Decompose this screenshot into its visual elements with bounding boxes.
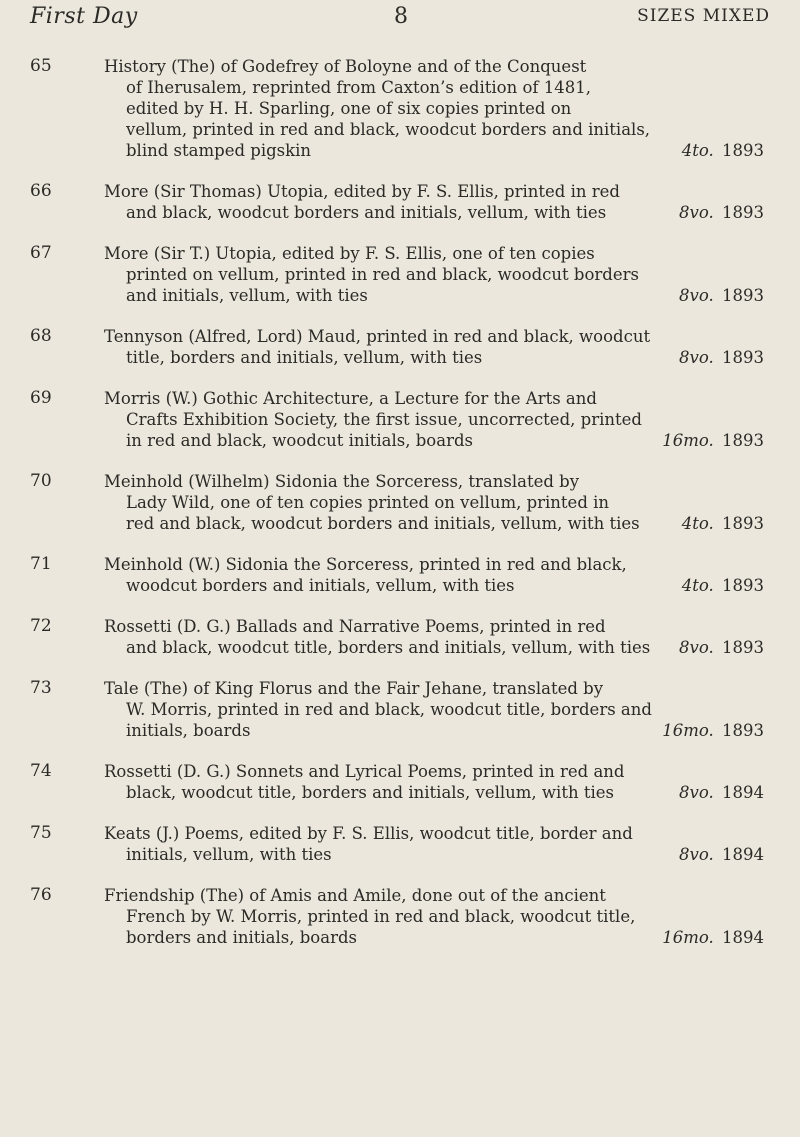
description-line: of Iherusalem, reprinted from Caxton’s edition of 1481, — [126, 78, 591, 97]
description-line: and initials, vellum, with ties — [126, 286, 368, 305]
format-and-year — [669, 202, 764, 223]
description-line: Tale (The) of King Florus and the Fair Jehane, translated by — [104, 679, 604, 698]
description-line-last — [104, 202, 764, 223]
lot-number: 66 — [30, 181, 52, 201]
sale-day-label: First Day — [30, 4, 138, 29]
format-and-year — [672, 575, 764, 596]
lot-number: 75 — [30, 823, 52, 843]
book-format: 4to. — [681, 514, 714, 533]
lot-description — [104, 616, 764, 658]
description-line: History (The) of Godefrey of Boloyne and of the Conquest — [104, 57, 587, 76]
book-format: 8vo. — [679, 783, 714, 802]
lot-number: 76 — [30, 885, 52, 905]
lot-description — [104, 761, 764, 803]
format-and-year — [669, 347, 764, 368]
description-line-last — [104, 430, 764, 451]
description-line: and black, woodcut borders and initials, vellum, with ties — [126, 203, 607, 222]
catalogue-entry — [0, 678, 800, 741]
publication-year: 1893 — [722, 141, 764, 160]
description-line: edited by H. H. Sparling, one of six copies printed on — [126, 99, 572, 118]
lot-number: 69 — [30, 388, 52, 408]
description-line: initials, vellum, with ties — [126, 845, 332, 864]
format-and-year — [672, 513, 764, 534]
book-format: 8vo. — [679, 203, 714, 222]
description-line: Rossetti (D. G.) Ballads and Narrative Poems, printed in red — [104, 617, 606, 636]
description-line-last — [104, 782, 764, 803]
description-line-last — [104, 513, 764, 534]
catalogue-entry — [0, 823, 800, 865]
book-format: 8vo. — [679, 286, 714, 305]
lot-number: 72 — [30, 616, 52, 636]
catalogue-entry — [0, 326, 800, 368]
lot-description — [104, 678, 764, 741]
book-format: 16mo. — [662, 928, 714, 947]
lot-number: 68 — [30, 326, 52, 346]
book-format: 16mo. — [662, 431, 714, 450]
description-line: More (Sir T.) Utopia, edited by F. S. Ellis, one of ten copies — [104, 244, 595, 263]
book-format: 4to. — [681, 141, 714, 160]
lot-number: 74 — [30, 761, 52, 781]
catalogue-entry — [0, 885, 800, 948]
description-line: Rossetti (D. G.) Sonnets and Lyrical Poems, printed in red and — [104, 762, 625, 781]
lot-number: 73 — [30, 678, 52, 698]
description-line-last — [104, 637, 764, 658]
description-line: vellum, printed in red and black, woodcut borders and initials, — [126, 120, 651, 139]
catalogue-entry — [0, 554, 800, 596]
book-format: 4to. — [681, 576, 714, 595]
description-line: Meinhold (Wilhelm) Sidonia the Sorceress, translated by — [104, 472, 580, 491]
description-line: and black, woodcut title, borders and initials, vellum, with ties — [126, 638, 651, 657]
format-and-year — [672, 140, 764, 161]
format-and-year — [652, 720, 764, 741]
description-line-last — [104, 285, 764, 306]
publication-year: 1893 — [722, 721, 764, 740]
format-and-year — [669, 285, 764, 306]
catalogue-entry — [0, 56, 800, 161]
description-line: initials, boards — [126, 721, 251, 740]
publication-year: 1893 — [722, 638, 764, 657]
lot-description — [104, 326, 764, 368]
publication-year: 1893 — [722, 348, 764, 367]
lot-number: 67 — [30, 243, 52, 263]
section-label: SIZES MIXED — [637, 6, 770, 26]
book-format: 16mo. — [662, 721, 714, 740]
description-line: Morris (W.) Gothic Architecture, a Lecture for the Arts and — [104, 389, 597, 408]
format-and-year — [669, 782, 764, 803]
book-format: 8vo. — [679, 638, 714, 657]
catalogue-entry — [0, 181, 800, 223]
description-line: in red and black, woodcut initials, boards — [126, 431, 473, 450]
lot-description — [104, 471, 764, 534]
description-line: blind stamped pigskin — [126, 141, 312, 160]
description-line: black, woodcut title, borders and initials, vellum, with ties — [126, 783, 614, 802]
catalogue-entry — [0, 388, 800, 451]
description-line-last — [104, 575, 764, 596]
description-line: woodcut borders and initials, vellum, with ties — [126, 576, 515, 595]
page-header — [0, 0, 800, 40]
format-and-year — [669, 844, 764, 865]
lot-description — [104, 554, 764, 596]
description-line: red and black, woodcut borders and initials, vellum, with ties — [126, 514, 640, 533]
description-line: borders and initials, boards — [126, 928, 357, 947]
description-line: Tennyson (Alfred, Lord) Maud, printed in red and black, woodcut — [104, 327, 651, 346]
description-line: Lady Wild, one of ten copies printed on vellum, printed in — [126, 493, 610, 512]
description-line-last — [104, 140, 764, 161]
publication-year: 1893 — [722, 576, 764, 595]
catalogue-entry — [0, 471, 800, 534]
description-line: Crafts Exhibition Society, the first issue, uncorrected, printed — [126, 410, 642, 429]
publication-year: 1894 — [722, 783, 764, 802]
description-line-last — [104, 927, 764, 948]
catalogue-entry — [0, 243, 800, 306]
publication-year: 1893 — [722, 286, 764, 305]
book-format: 8vo. — [679, 845, 714, 864]
publication-year: 1893 — [722, 514, 764, 533]
lot-description — [104, 885, 764, 948]
lot-description — [104, 56, 764, 161]
publication-year: 1893 — [722, 203, 764, 222]
description-line-last — [104, 347, 764, 368]
description-line-last — [104, 844, 764, 865]
format-and-year — [652, 430, 764, 451]
lot-description — [104, 181, 764, 223]
format-and-year — [652, 927, 764, 948]
catalogue-entry — [0, 761, 800, 803]
publication-year: 1894 — [722, 845, 764, 864]
lot-description — [104, 388, 764, 451]
description-line: W. Morris, printed in red and black, woodcut title, borders and — [126, 700, 652, 719]
description-line: Keats (J.) Poems, edited by F. S. Ellis, woodcut title, border and — [104, 824, 633, 843]
description-line: French by W. Morris, printed in red and black, woodcut title, — [126, 907, 636, 926]
page-number: 8 — [394, 4, 408, 29]
description-line: More (Sir Thomas) Utopia, edited by F. S. Ellis, printed in red — [104, 182, 620, 201]
catalogue-entries — [0, 56, 800, 968]
description-line: title, borders and initials, vellum, with ties — [126, 348, 483, 367]
lot-number: 65 — [30, 56, 52, 76]
description-line: Friendship (The) of Amis and Amile, done out of the ancient — [104, 886, 606, 905]
lot-number: 70 — [30, 471, 52, 491]
book-format: 8vo. — [679, 348, 714, 367]
description-line-last — [104, 720, 764, 741]
publication-year: 1893 — [722, 431, 764, 450]
format-and-year — [669, 637, 764, 658]
description-line: Meinhold (W.) Sidonia the Sorceress, printed in red and black, — [104, 555, 627, 574]
publication-year: 1894 — [722, 928, 764, 947]
description-line: printed on vellum, printed in red and black, woodcut borders — [126, 265, 639, 284]
lot-number: 71 — [30, 554, 52, 574]
lot-description — [104, 823, 764, 865]
catalogue-entry — [0, 616, 800, 658]
lot-description — [104, 243, 764, 306]
